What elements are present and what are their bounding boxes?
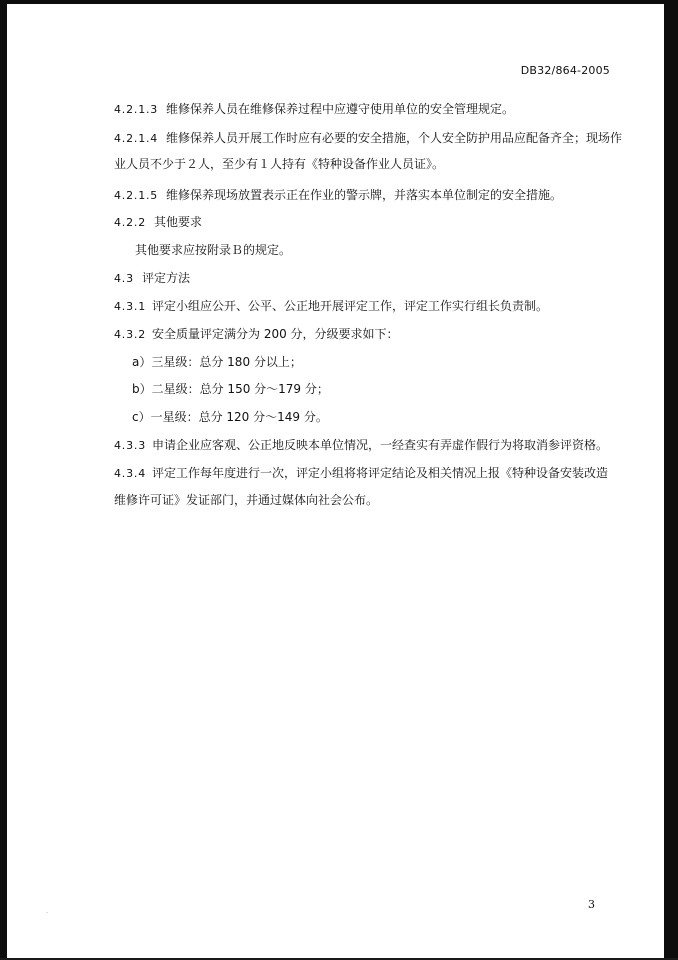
section-title: 评定方法 [142,271,191,285]
standard-code: DB32/864-2005 [520,64,610,77]
clause-text: 申请企业应客观、公正地反映本单位情况，一经查实有弄虚作假行为将取消参评资格。 [152,438,609,452]
clause-number: 4.2.1.4 [114,132,159,145]
clause-number: 4.3.4 [114,467,146,480]
clause-number: 4.2.1.5 [114,189,159,202]
clause-4-3-4-continuation: 维修许可证》发证部门，并通过媒体向社会公布。 [114,493,379,507]
scan-border-left [0,0,7,960]
clause-4-2-1-3 [114,101,514,118]
scan-border-top [0,0,678,4]
page-number: 3 [588,898,595,911]
clause-number: 4.3.2 [114,328,146,341]
clause-number: 4.3.3 [114,439,146,452]
clause-4-3-2 [114,326,399,343]
section-4-3-heading [114,270,190,287]
clause-text: 维修保养现场放置表示正在作业的警示牌，并落实本单位制定的安全措施。 [166,188,563,202]
section-4-2-2-heading [114,214,202,231]
clause-4-2-1-4 [114,130,622,147]
list-item-one-star: c）一星级：总分 120 分～149 分。 [132,410,328,424]
clause-4-3-3 [114,437,608,454]
clause-4-3-1 [114,298,548,315]
clause-text: 维修保养人员在维修保养过程中应遵守使用单位的安全管理规定。 [166,102,515,116]
clause-number: 4.2.1.3 [114,103,159,116]
section-title: 其他要求 [154,215,203,229]
clause-text: 评定工作每年度进行一次，评定小组将将评定结论及相关情况上报《特种设备安装改造 [152,466,609,480]
clause-4-3-4 [114,465,608,482]
scan-speck: · [46,910,48,917]
clause-4-2-1-5 [114,187,562,204]
paragraph-other-requirements: 其他要求应按附录Ｂ的规定。 [135,243,292,257]
clause-4-2-1-4-continuation: 业人员不少于２人，至少有１人持有《特种设备作业人员证》。 [114,157,445,171]
clause-text: 评定小组应公开、公平、公正地开展评定工作，评定工作实行组长负责制。 [152,299,549,313]
section-number: 4.3 [114,272,134,285]
section-number: 4.2.2 [114,216,146,229]
clause-text: 维修保养人员开展工作时应有必要的安全措施，个人安全防护用品应配备齐全；现场作 [166,131,623,145]
clause-number: 4.3.1 [114,300,146,313]
scan-border-right [664,0,678,960]
list-item-three-star: a）三星级：总分 180 分以上； [132,355,302,369]
list-item-two-star: b）二星级：总分 150 分～179 分； [132,382,329,396]
clause-text: 安全质量评定满分为 200 分，分级要求如下： [152,327,399,341]
